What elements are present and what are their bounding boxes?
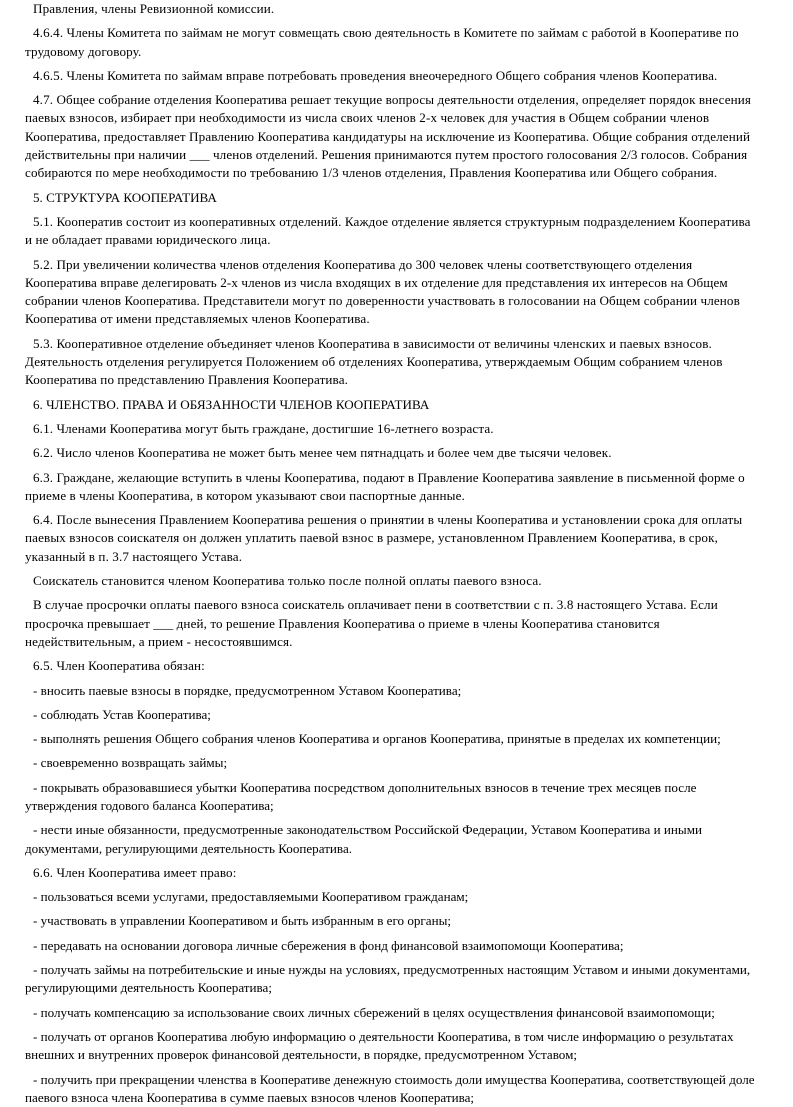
- clause-4-7: 4.7. Общее собрание отделения Кооператива решает текущие вопросы деятельности отделения, определяет порядок внесения паевых взносов, избирает при необходимости из числа своих членов 2-х человек для участия в Общем собрании членов Кооператива, предоставляет Правлению Кооператива кандидатуры на исключение из Кооператива. Общие собрания отделений действительны при наличии ___ членов отделений. Решения принимаются путем простого голосования 2/3 голосов. Собрания собираются по мере необходимости по требованию 1/3 членов отделения, Правления Кооператива или Общего собрания.: [25, 92, 752, 181]
- list-item: - соблюдать Устав Кооператива;: [33, 706, 211, 722]
- list-item: - получить при прекращении членства в Кооперативе денежную стоимость доли имущества Кооператива, соответствующей доле паевого взноса члена Кооператива в сумме паевых взносов членов Кооператива;: [25, 1071, 755, 1105]
- list-item: - нести иные обязанности, предусмотренные законодательством Российской Федерации, Уставом Кооператива и иными документами, регулирующими деятельность Кооператива.: [25, 822, 702, 856]
- document-body: [25, 0, 760, 1107]
- clause-6-6-intro: 6.6. Член Кооператива имеет право:: [33, 864, 237, 880]
- list-item: - вносить паевые взносы в порядке, предусмотренном Уставом Кооператива;: [33, 682, 462, 698]
- list-item: - своевременно возвращать займы;: [33, 755, 228, 771]
- list-item: - получать от органов Кооператива любую информацию о деятельности Кооператива, в том числе информацию о результатах внешних и внутренних проверок финансовой деятельности, в порядке, предусмотренном Уставом;: [25, 1028, 734, 1063]
- list-item: - участвовать в управлении Кооперативом и быть избранным в его органы;: [33, 913, 452, 929]
- clause-6-3: 6.3. Граждане, желающие вступить в члены Кооператива, подают в Правление Кооператива заявление в письменной форме о приеме в члены Кооператива, в котором указывают свои паспортные данные.: [25, 469, 745, 503]
- clause-6-5-intro: 6.5. Член Кооператива обязан:: [33, 658, 205, 674]
- list-item: - передавать на основании договора личные сбережения в фонд финансовой взаимопомощи Кооператива;: [33, 937, 624, 953]
- list-item: - пользоваться всеми услугами, предоставляемыми Кооперативом гражданам;: [33, 889, 469, 905]
- clause-4-6-4: 4.6.4. Члены Комитета по займам не могут совмещать свою деятельность в Комитете по займам с работой в Кооперативе по трудовому договору.: [25, 25, 739, 59]
- paragraph-continuation: Правления, члены Ревизионной комиссии.: [33, 1, 275, 16]
- clause-4-6-5: 4.6.5. Члены Комитета по займам вправе потребовать проведения внеочередного Общего собрания членов Кооператива.: [33, 67, 718, 83]
- clause-6-2: 6.2. Число членов Кооператива не может быть менее чем пятнадцать и более чем две тысячи человек.: [33, 445, 612, 461]
- clause-6-4: 6.4. После вынесения Правлением Кооператива решения о принятии в члены Кооператива и установлении срока для оплаты паевых взносов соискателя он должен уплатить паевой взнос в размере, установленном Правлением Кооператива, в срок, указанный в п. 3.7 настоящего Устава.: [25, 512, 743, 564]
- list-item: - получать компенсацию за использование своих личных сбережений в целях осуществления финансовой взаимопомощи;: [33, 1004, 715, 1020]
- clause-5-2: 5.2. При увеличении количества членов отделения Кооператива до 300 человек члены соответствующего отделения Кооператива вправе делегировать 2-х членов из числа входящих в их отделение для представления их интересов на Общем собрании членов Кооператива. Представители могут по доверенности участвовать в голосовании на Общем собрании членов Кооператива от имени представляемых членов Кооператива.: [25, 256, 740, 327]
- clause-6-1: 6.1. Членами Кооператива могут быть граждане, достигшие 16-летнего возраста.: [33, 420, 494, 436]
- clause-5-3: 5.3. Кооперативное отделение объединяет членов Кооператива в зависимости от величины членских и паевых взносов. Деятельность отделения регулируется Положением об отделениях Кооператива, утверждаемым Общим собранием членов Кооператива по представлению Правления Кооператива.: [25, 335, 723, 388]
- section-heading-6: 6. ЧЛЕНСТВО. ПРАВА И ОБЯЗАННОСТИ ЧЛЕНОВ КООПЕРАТИВА: [33, 396, 430, 412]
- list-item: - выполнять решения Общего собрания членов Кооператива и органов Кооператива, принятые в пределах их компетенции;: [33, 731, 721, 747]
- clause-6-4-note-membership: Соискатель становится членом Кооператива только после полной оплаты паевого взноса.: [33, 573, 542, 589]
- list-item: - получать займы на потребительские и иные нужды на условиях, предусмотренных настоящим Уставом и иными документами, регулирующими деятельность Кооператива;: [25, 962, 751, 996]
- section-heading-5: 5. СТРУКТУРА КООПЕРАТИВА: [33, 189, 217, 205]
- clause-6-4-note-penalty: В случае просрочки оплаты паевого взноса соискатель оплачивает пени в соответствии с п. 3.8 настоящего Устава. Если просрочка превышает ___ дней, то решение Правления Кооператива о приеме в члены Кооператива становится недействительным, а прием - несостоявшимся.: [25, 597, 718, 649]
- list-item: - покрывать образовавшиеся убытки Кооператива посредством дополнительных взносов в течение трех месяцев после утверждения годового баланса Кооператива;: [25, 779, 697, 813]
- clause-5-1: 5.1. Кооператив состоит из кооперативных отделений. Каждое отделение является структурным подразделением Кооператива и не обладает правами юридического лица.: [25, 213, 751, 248]
